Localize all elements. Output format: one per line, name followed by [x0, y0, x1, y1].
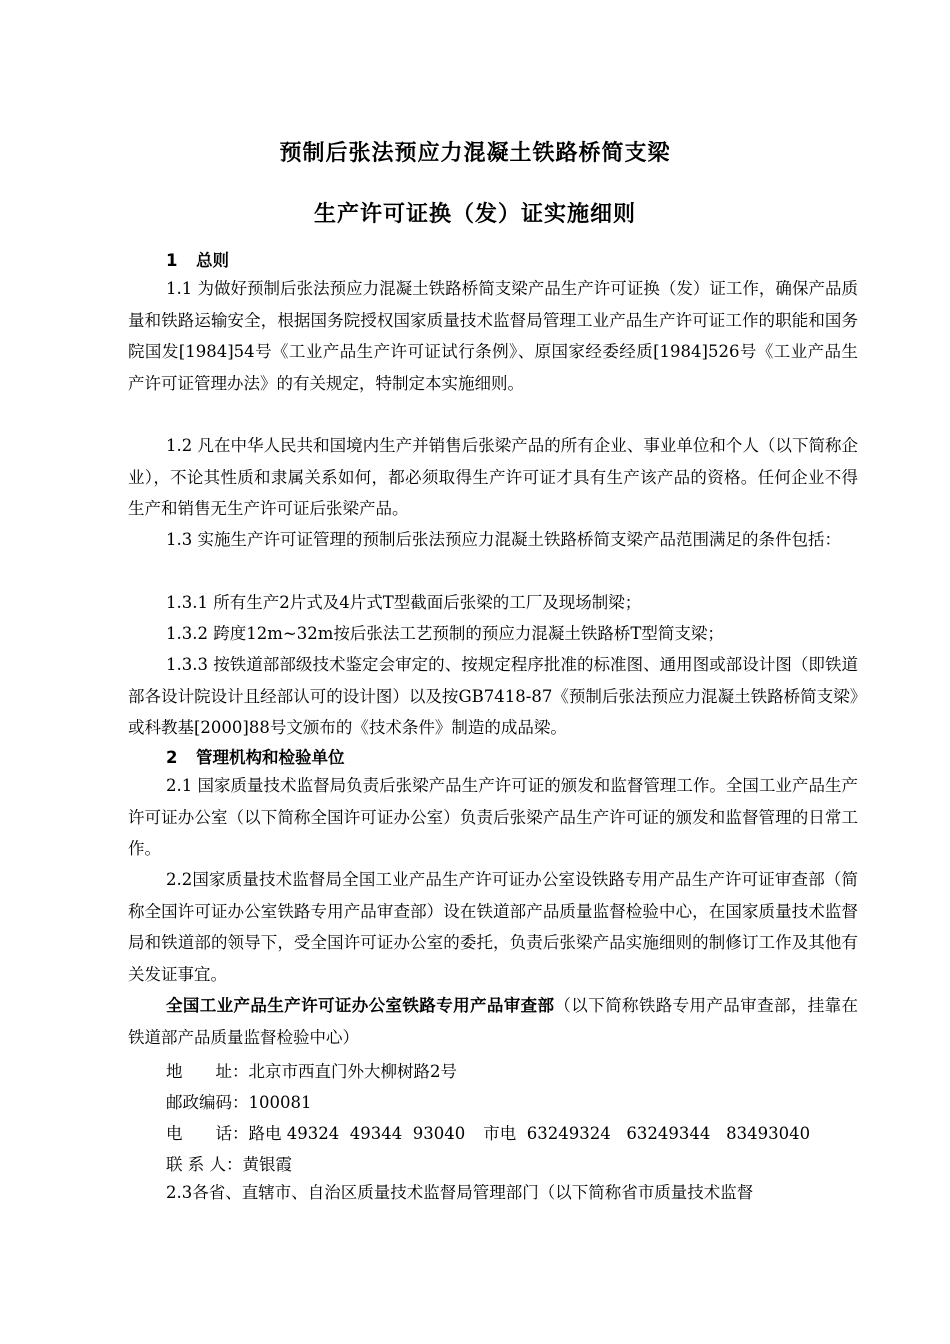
paragraph-1-3: 1.3 实施生产许可证管理的预制后张法预应力混凝土铁路桥简支梁产品范围满足的条件包括：	[166, 530, 841, 549]
document-title-line-1: 预制后张法预应力混凝土铁路桥简支梁	[279, 141, 671, 166]
paragraph-1-3-1: 1.3.1 所有生产2片式及4片式T型截面后张梁的工厂及现场制梁；	[166, 593, 642, 612]
department-note: （以下简称铁路专用产品审查部，挂靠在铁道部产品质量监督检验中心）	[128, 996, 859, 1047]
phone-rail-value: 49324 49344 93040	[286, 1124, 466, 1143]
section-2-number: 2	[166, 748, 178, 767]
section-1-title: 总则	[196, 251, 229, 270]
paragraph-2-2: 2.2国家质量技术监督局全国工业产品生产许可证办公室设铁路专用产品生产许可证审查部（简称全国许可证办公室铁路专用产品审查部）设在铁道部产品质量监督检验中心，在国家质量技术监督局和铁道部的领导下，受全国许可证办公室的委托，负责后张梁产品实施细则的制修订工作及其他有关发证事宜。	[128, 870, 858, 984]
paragraph-1-1: 1.1 为做好预制后张法预应力混凝土铁路桥简支梁产品生产许可证换（发）证工作，确保产品质量和铁路运输安全，根据国务院授权国家质量技术监督局管理工业产品生产许可证工作的职能和国务院国发[1984]54号《工业产品生产许可证试行条例》、原国家经委经质[1984]526号《工业产品生产许可证管理办法》的有关规定，特制定本实施细则。	[128, 279, 858, 393]
phone-rail-label: 路电	[248, 1124, 282, 1143]
department-paragraph	[128, 990, 858, 1053]
department-name: 全国工业产品生产许可证办公室铁路专用产品审查部	[166, 996, 555, 1015]
document-title-line-2: 生产许可证换（发）证实施细则	[313, 202, 636, 227]
paragraph-1-3-3: 1.3.3 按铁道部部级技术鉴定会审定的、按规定程序批准的标准图、通用图或部设计图（即铁道部各设计院设计且经部认可的设计图）以及按GB7418-87《预制后张法预应力混凝土铁路桥简支梁》或科教基[2000]88号文颁布的《技术条件》制造的成品梁。	[128, 655, 858, 737]
postcode-label: 邮政编码：	[166, 1093, 249, 1112]
section-1-number: 1	[166, 251, 178, 270]
contact-person-label: 联 系 人：	[166, 1155, 243, 1174]
section-1-heading	[166, 247, 229, 271]
postcode-line	[166, 1089, 312, 1113]
address-line	[166, 1058, 457, 1082]
phone-line	[166, 1120, 810, 1144]
section-2-heading	[166, 744, 345, 768]
paragraph-1-3-2: 1.3.2 跨度12m~32m按后张法工艺预制的预应力混凝土铁路桥T型简支梁；	[166, 624, 724, 643]
paragraph-2-1: 2.1 国家质量技术监督局负责后张梁产品生产许可证的颁发和监督管理工作。全国工业产品生产许可证办公室（以下简称全国许可证办公室）负责后张梁产品生产许可证的颁发和监督管理的日常工作。	[128, 776, 858, 858]
contact-person-line	[166, 1151, 292, 1175]
contact-person-value: 黄银霞	[242, 1155, 292, 1174]
phone-label: 电 话：	[166, 1124, 249, 1143]
paragraph-2-3: 2.3各省、直辖市、自治区质量技术监督局管理部门（以下简称省市质量技术监督	[166, 1183, 754, 1202]
address-label: 地 址：	[166, 1062, 249, 1081]
section-2-title: 管理机构和检验单位	[196, 748, 345, 767]
phone-city-label: 市电	[483, 1124, 517, 1143]
postcode-value: 100081	[248, 1093, 312, 1112]
paragraph-1-2: 1.2 凡在中华人民共和国境内生产并销售后张梁产品的所有企业、事业单位和个人（以下简称企业），不论其性质和隶属关系如何，都必须取得生产许可证才具有生产该产品的资格。任何企业不得生产和销售无生产许可证后张梁产品。	[128, 436, 858, 518]
address-value: 北京市西直门外大柳树路2号	[248, 1062, 457, 1081]
phone-city-value: 63249324 63249344 83493040	[526, 1124, 811, 1143]
